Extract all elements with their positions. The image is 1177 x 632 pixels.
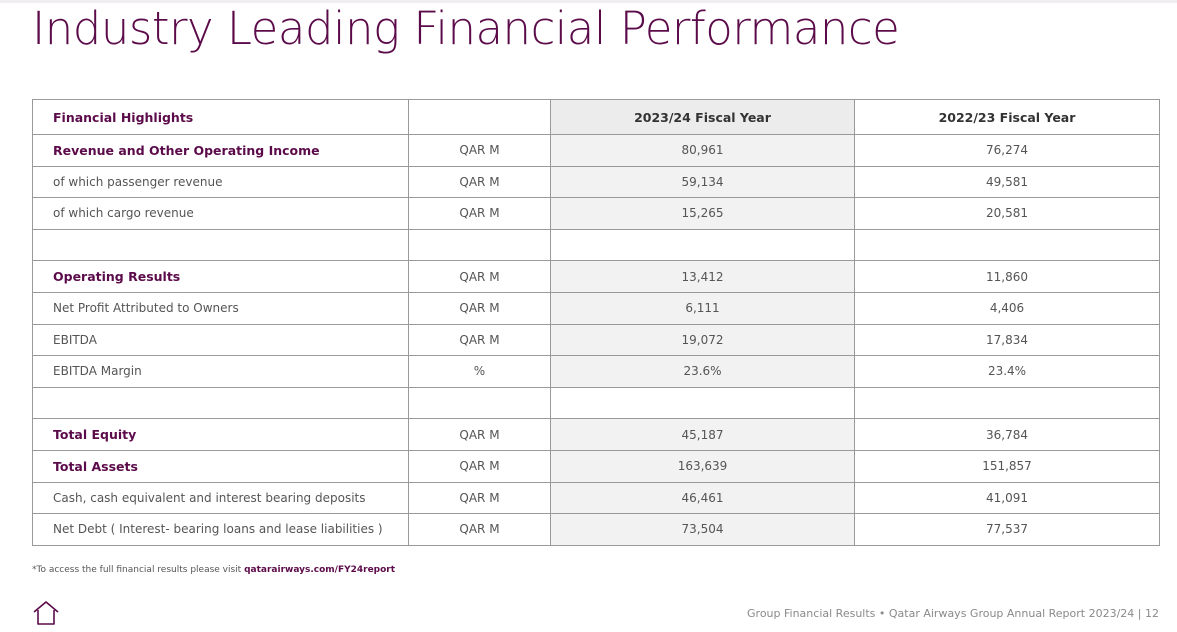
table-row (33, 482, 1160, 514)
row-label: Operating Results (33, 261, 409, 293)
row-value-fy2022-23: 76,274 (855, 135, 1160, 167)
row-value-fy2022-23: 41,091 (855, 482, 1160, 514)
row-label (33, 387, 409, 419)
row-label: Net Profit Attributed to Owners (33, 292, 409, 324)
row-value-fy2022-23: 49,581 (855, 166, 1160, 198)
table-row (33, 324, 1160, 356)
footnote (32, 565, 395, 575)
table-row (33, 450, 1160, 482)
row-value-fy2022-23 (855, 229, 1160, 261)
row-unit (409, 229, 551, 261)
row-label: EBITDA (33, 324, 409, 356)
row-value-fy2022-23: 11,860 (855, 261, 1160, 293)
row-label: EBITDA Margin (33, 356, 409, 388)
report-link[interactable]: qatarairways.com/FY24report (244, 565, 396, 575)
row-value-fy2023-24: 59,134 (551, 166, 855, 198)
spacer-row (33, 229, 1160, 261)
row-label: Total Equity (33, 419, 409, 451)
table-row (33, 356, 1160, 388)
row-value-fy2023-24: 13,412 (551, 261, 855, 293)
row-value-fy2023-24: 73,504 (551, 514, 855, 546)
row-value-fy2023-24: 80,961 (551, 135, 855, 167)
row-value-fy2022-23: 77,537 (855, 514, 1160, 546)
row-unit: QAR M (409, 324, 551, 356)
row-value-fy2022-23: 23.4% (855, 356, 1160, 388)
row-label: Total Assets (33, 450, 409, 482)
row-label: Revenue and Other Operating Income (33, 135, 409, 167)
table-row (33, 166, 1160, 198)
financial-highlights-table (32, 99, 1160, 546)
row-label: of which cargo revenue (33, 198, 409, 230)
row-value-fy2022-23: 151,857 (855, 450, 1160, 482)
row-label: of which passenger revenue (33, 166, 409, 198)
row-label: Cash, cash equivalent and interest bearing deposits (33, 482, 409, 514)
header-fy2023-24: 2023/24 Fiscal Year (551, 100, 855, 135)
row-value-fy2022-23: 4,406 (855, 292, 1160, 324)
table-row (33, 419, 1160, 451)
header-label: Financial Highlights (33, 100, 409, 135)
row-unit: QAR M (409, 419, 551, 451)
row-value-fy2023-24 (551, 229, 855, 261)
row-unit: QAR M (409, 292, 551, 324)
table-row (33, 198, 1160, 230)
row-value-fy2023-24: 15,265 (551, 198, 855, 230)
home-icon[interactable] (32, 600, 60, 626)
row-unit: QAR M (409, 482, 551, 514)
footnote-text: *To access the full financial results please visit (32, 565, 245, 575)
header-fy2022-23: 2022/23 Fiscal Year (855, 100, 1160, 135)
header-unit (409, 100, 551, 135)
row-unit: QAR M (409, 166, 551, 198)
row-unit: % (409, 356, 551, 388)
table-body (33, 135, 1160, 546)
table-row (33, 135, 1160, 167)
page-title: Industry Leading Financial Performance (32, 2, 900, 55)
row-unit (409, 387, 551, 419)
row-unit: QAR M (409, 514, 551, 546)
page-footer: Group Financial Results • Qatar Airways Group Annual Report 2023/24 | 12 (747, 607, 1159, 620)
spacer-row (33, 387, 1160, 419)
row-unit: QAR M (409, 450, 551, 482)
row-unit: QAR M (409, 261, 551, 293)
table-header-row (33, 100, 1160, 135)
row-value-fy2023-24: 163,639 (551, 450, 855, 482)
row-value-fy2023-24: 45,187 (551, 419, 855, 451)
table-row (33, 514, 1160, 546)
row-value-fy2022-23 (855, 387, 1160, 419)
row-value-fy2023-24: 19,072 (551, 324, 855, 356)
row-value-fy2022-23: 17,834 (855, 324, 1160, 356)
row-value-fy2022-23: 20,581 (855, 198, 1160, 230)
row-value-fy2023-24: 23.6% (551, 356, 855, 388)
row-value-fy2022-23: 36,784 (855, 419, 1160, 451)
row-value-fy2023-24: 6,111 (551, 292, 855, 324)
row-unit: QAR M (409, 198, 551, 230)
table-row (33, 292, 1160, 324)
row-label: Net Debt ( Interest- bearing loans and lease liabilities ) (33, 514, 409, 546)
row-label (33, 229, 409, 261)
row-value-fy2023-24: 46,461 (551, 482, 855, 514)
row-unit: QAR M (409, 135, 551, 167)
table-row (33, 261, 1160, 293)
row-value-fy2023-24 (551, 387, 855, 419)
